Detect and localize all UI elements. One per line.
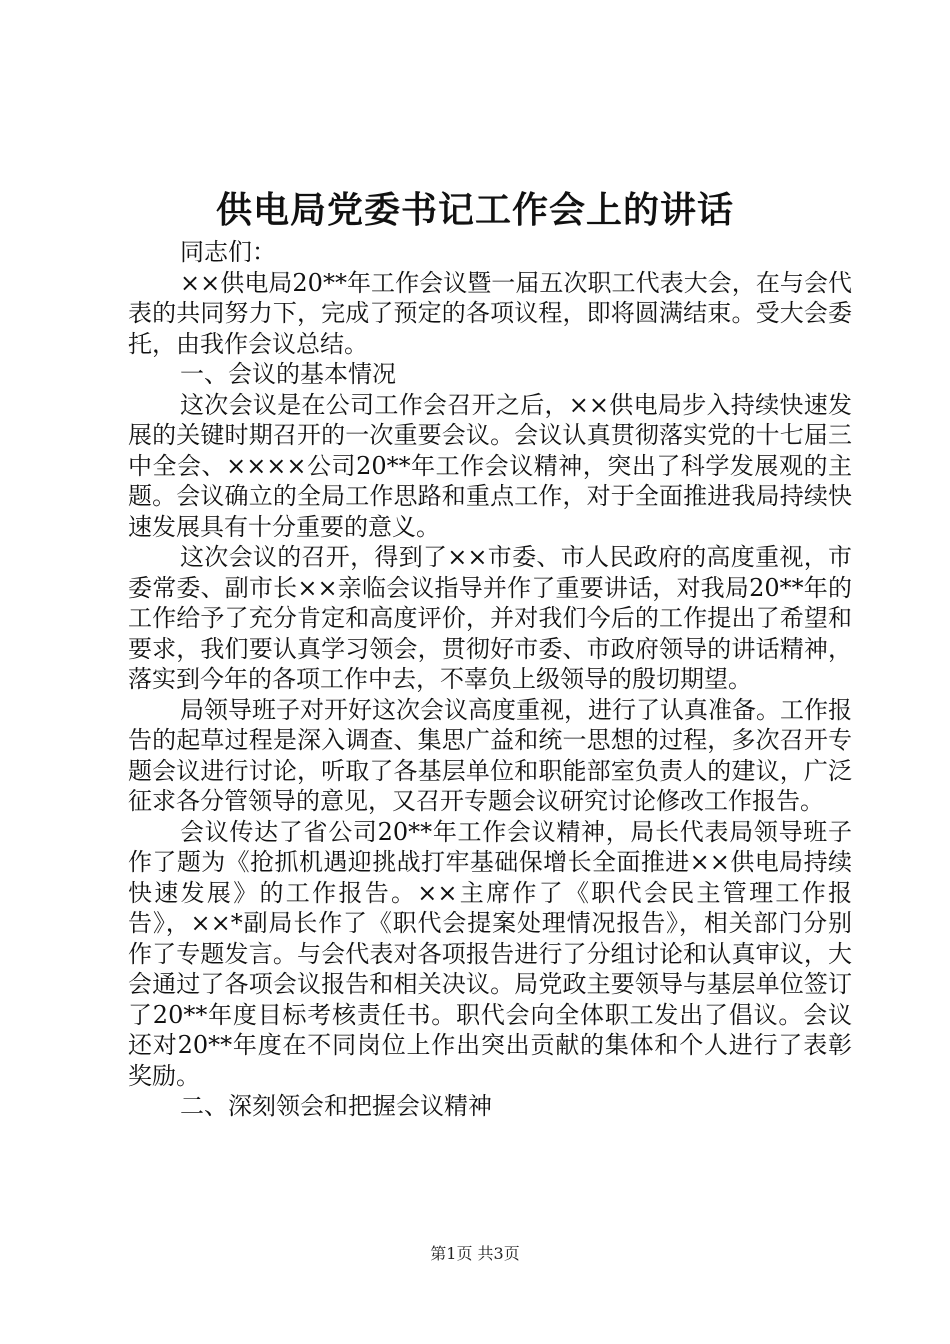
body-paragraph: 这次会议是在公司工作会召开之后，××供电局步入持续快速发展的关键时期召开的一次重要会议。会议认真贯彻落实党的十七届三中全会、××××公司20**年工作会议精神，突出了科学发展观的主题。会议确立的全局工作思路和重点工作，对于全面推进我局持续快速发展具有十分重要的意义。: [128, 390, 852, 541]
document-title: 供电局党委书记工作会上的讲话: [215, 189, 734, 231]
body-paragraph: 局领导班子对开好这次会议高度重视，进行了认真准备。工作报告的起草过程是深入调查、集思广益和统一思想的过程，多次召开专题会议进行讨论，听取了各基层单位和职能部室负责人的建议，广泛征求各分管领导的意见，又召开专题会议研究讨论修改工作报告。: [128, 695, 852, 815]
section-heading-1: 一、会议的基本情况: [180, 360, 396, 388]
document-body: [128, 237, 852, 1122]
salutation: 同志们：: [180, 238, 276, 266]
body-paragraph: 这次会议的召开，得到了××市委、市人民政府的高度重视，市委常委、副市长××亲临会议指导并作了重要讲话，对我局20**年的工作给予了充分肯定和高度评价，并对我们今后的工作提出了希望和要求，我们要认真学习领会，贯彻好市委、市政府领导的讲话精神，落实到今年的各项工作中去，不辜负上级领导的殷切期望。: [128, 543, 852, 693]
body-paragraph: 会议传达了省公司20**年工作会议精神，局长代表局领导班子作了题为《抢抓机遇迎挑战打牢基础保增长全面推进××供电局持续快速发展》的工作报告。××主席作了《职代会民主管理工作报告》，××*副局长作了《职代会提案处理情况报告》，相关部门分别作了专题发言。与会代表对各项报告进行了分组讨论和认真审议，大会通过了各项会议报告和相关决议。局党政主要领导与基层单位签订了20**年度目标考核责任书。职代会向全体职工发出了倡议。会议还对20**年度在不同岗位上作出突出贡献的集体和个人进行了表彰奖励。: [128, 817, 852, 1090]
page-number-footer: 第1页 共3页: [430, 1244, 520, 1263]
section-heading-2: 二、深刻领会和把握会议精神: [180, 1092, 492, 1120]
intro-paragraph: ××供电局20**年工作会议暨一届五次职工代表大会，在与会代表的共同努力下，完成了预定的各项议程，即将圆满结束。受大会委托，由我作会议总结。: [128, 268, 852, 358]
